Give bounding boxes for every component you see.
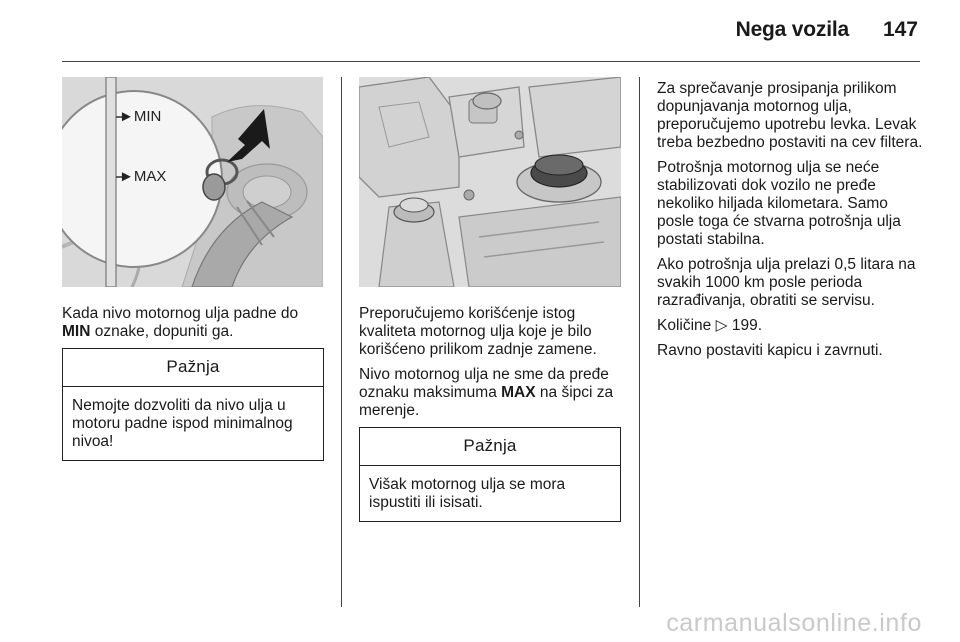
column-1 xyxy=(62,305,324,461)
col1-paragraph-1: Kada nivo motornog ulja padne do MIN oznake, dopuniti ga. xyxy=(62,305,299,340)
page-number: 147 xyxy=(882,18,918,41)
page-header xyxy=(736,18,918,48)
dipstick-illustration xyxy=(62,77,323,287)
col2-paragraph-2: Nivo motornog ulja ne sme da pređe oznaku maksimuma MAX na šipci za merenje. xyxy=(359,366,614,419)
col3-paragraph-1: Za sprečavanje prosipanja prilikom dopunjavanja motornog ulja, preporučujemo upotrebu levka. Levak treba bezbedno postaviti na cev filtera. xyxy=(657,80,923,151)
page-reference-icon: ▷ xyxy=(715,317,728,334)
col3-paragraph-4: Količine ▷ 199. xyxy=(657,317,763,334)
caution-title-2: Pažnja xyxy=(360,428,620,466)
col2-paragraph-1: Preporučujemo korišćenje istog kvaliteta motornog ulja koje je bilo korišćeno prilikom zadnje zamene. xyxy=(359,305,597,358)
caution-body-1: Nemojte dozvoliti da nivo ulja u motoru padne ispod minimalnog nivoa! xyxy=(72,397,293,450)
page-reference-link[interactable]: 199 xyxy=(731,317,758,334)
engine-caps-illustration xyxy=(359,77,621,287)
caution-body-2: Višak motornog ulja se mora ispustiti ili isisati. xyxy=(369,476,566,511)
header-rule xyxy=(62,61,920,62)
caution-box-2 xyxy=(359,427,621,522)
col3-paragraph-5: Ravno postaviti kapicu i zavrnuti. xyxy=(657,342,883,359)
caution-title-1: Pažnja xyxy=(63,349,323,387)
watermark: carmanualsonline.info xyxy=(666,609,922,637)
column-3 xyxy=(657,80,923,367)
dipstick-max-label: ►MAX xyxy=(119,168,167,185)
column-2 xyxy=(359,305,621,522)
caution-box-1 xyxy=(62,348,324,461)
section-title: Nega vozila xyxy=(735,18,849,41)
column-divider-1 xyxy=(341,77,342,607)
column-divider-2 xyxy=(639,77,640,607)
col3-paragraph-2: Potrošnja motornog ulja se neće stabilizovati dok vozilo ne pređe nekoliko hiljada kilometara. Samo posle toga će stvarna potrošnja ulja postati stabilna. xyxy=(657,159,901,248)
col3-paragraph-3: Ako potrošnja ulja prelazi 0,5 litara na svakih 1000 km posle perioda razrađivanja, obratiti se servisu. xyxy=(657,256,916,309)
dipstick-min-label: ►MIN xyxy=(119,108,162,125)
